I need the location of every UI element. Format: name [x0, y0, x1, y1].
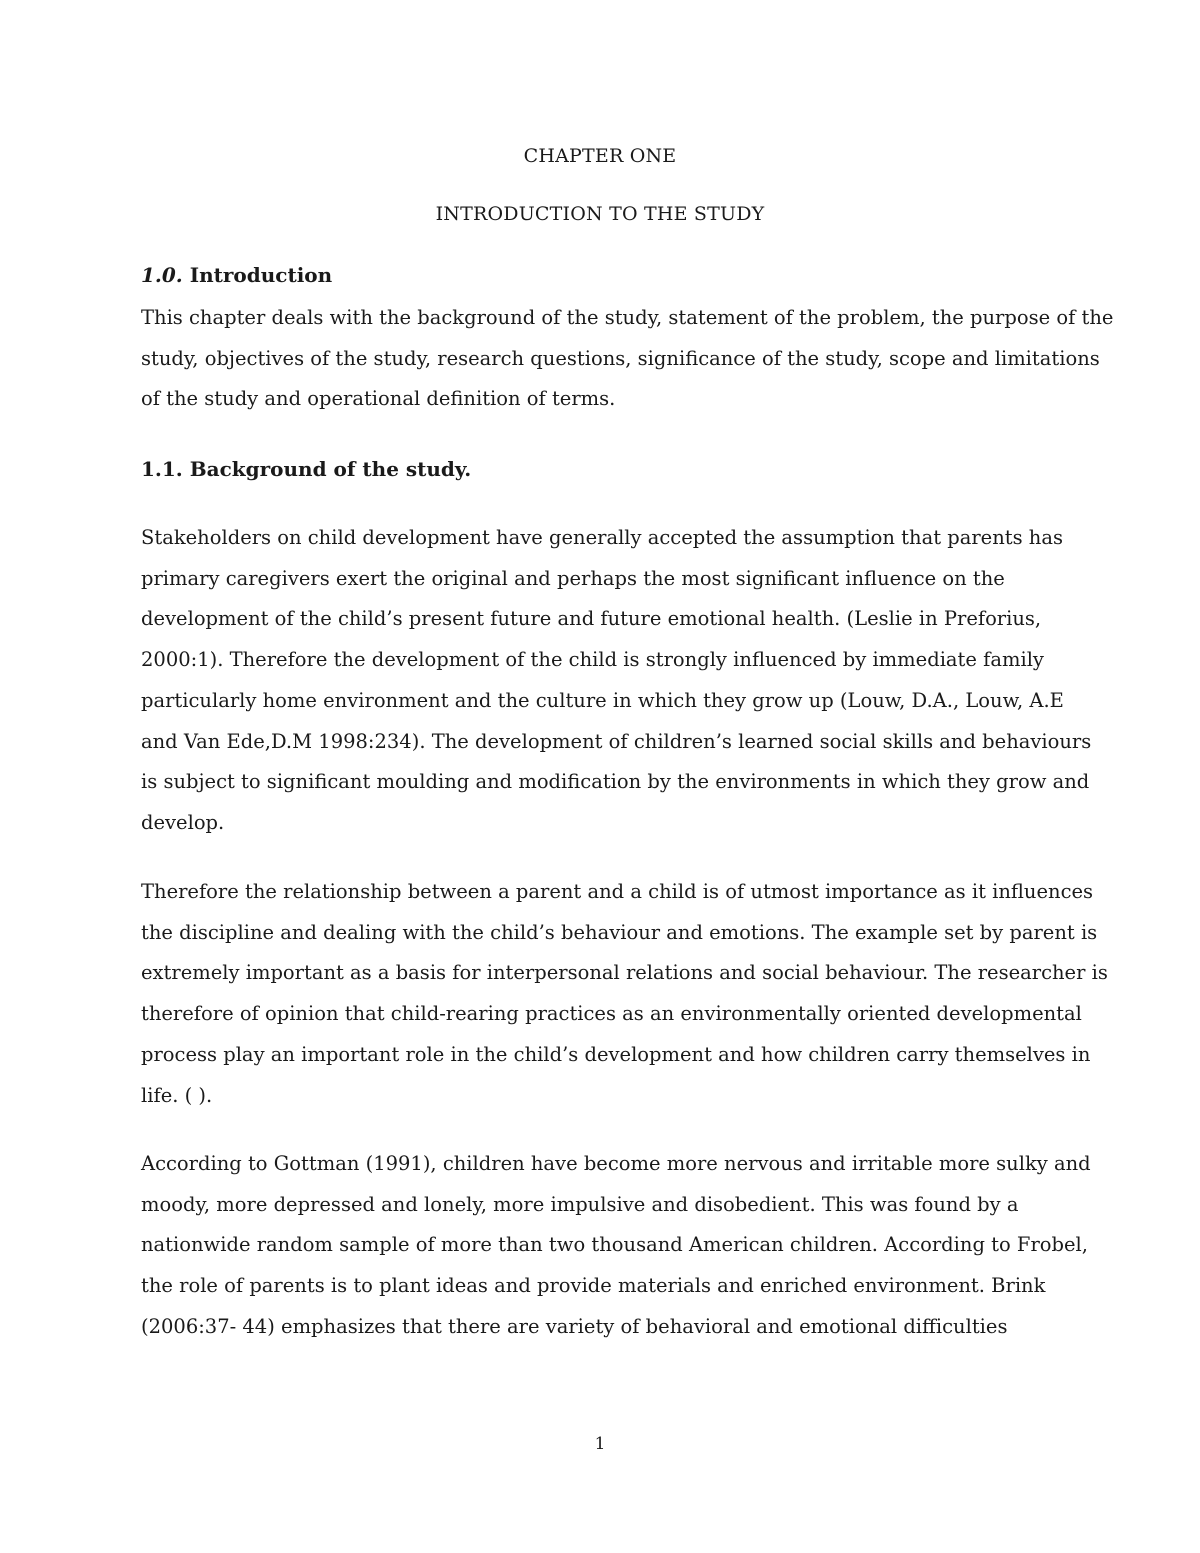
section-number: 1.0.	[141, 263, 183, 287]
text-line: the discipline and dealing with the child’s behaviour and emotions. The example set by parent is	[141, 920, 1098, 944]
text-line: (2006:37- 44) emphasizes that there are variety of behavioral and emotional difficulties	[141, 1314, 1008, 1338]
background-paragraph-3	[141, 1144, 1091, 1348]
text-line: therefore of opinion that child-rearing practices as an environmentally oriented developmental	[141, 1002, 1082, 1026]
text-line: According to Gottman (1991), children have become more nervous and irritable more sulky and	[141, 1152, 1091, 1175]
text-line: process play an important role in the child’s development and how children carry themselves in	[141, 1042, 1091, 1066]
introduction-paragraph	[141, 298, 1114, 420]
text-line: primary caregivers exert the original and perhaps the most significant influence on the	[141, 566, 1005, 590]
text-line: development of the child’s present future and future emotional health. (Leslie in Preforius,	[141, 607, 1042, 631]
chapter-subtitle: INTRODUCTION TO THE STUDY	[435, 203, 765, 225]
chapter-title: CHAPTER ONE	[523, 145, 677, 167]
text-line: is subject to significant moulding and modification by the environments in which they grow and	[141, 770, 1090, 794]
text-line: extremely important as a basis for interpersonal relations and social behaviour. The researcher is	[141, 961, 1108, 985]
background-paragraph-1	[141, 518, 1092, 844]
page-number: 1	[594, 1434, 606, 1454]
background-paragraph-2	[141, 872, 1108, 1116]
section-heading-background: 1.1. Background of the study.	[141, 457, 472, 481]
section-title: Introduction	[189, 263, 333, 287]
text-line: particularly home environment and the culture in which they grow up (Louw, D.A., Louw, A.E	[141, 688, 1064, 712]
text-line: This chapter deals with the background of the study, statement of the problem, the purpose of the	[141, 306, 1114, 329]
text-line: life. ( ).	[141, 1083, 213, 1107]
text-line: the role of parents is to plant ideas and provide materials and enriched environment. Brink	[141, 1274, 1046, 1298]
text-line: of the study and operational definition of terms.	[141, 387, 616, 411]
section-heading-introduction	[141, 263, 332, 287]
text-line: Therefore the relationship between a parent and a child is of utmost importance as it influences	[141, 880, 1094, 903]
text-line: study, objectives of the study, research questions, significance of the study, scope and limitations	[141, 346, 1100, 370]
text-line: nationwide random sample of more than two thousand American children. According to Frobel,	[141, 1233, 1088, 1257]
text-line: and Van Ede,D.M 1998:234). The development of children’s learned social skills and behaviours	[141, 729, 1092, 753]
text-line: Stakeholders on child development have generally accepted the assumption that parents has	[141, 526, 1063, 549]
text-line: moody, more depressed and lonely, more impulsive and disobedient. This was found by a	[141, 1192, 1019, 1216]
text-line: develop.	[141, 810, 225, 834]
text-line: 2000:1). Therefore the development of the child is strongly influenced by immediate family	[141, 648, 1044, 672]
